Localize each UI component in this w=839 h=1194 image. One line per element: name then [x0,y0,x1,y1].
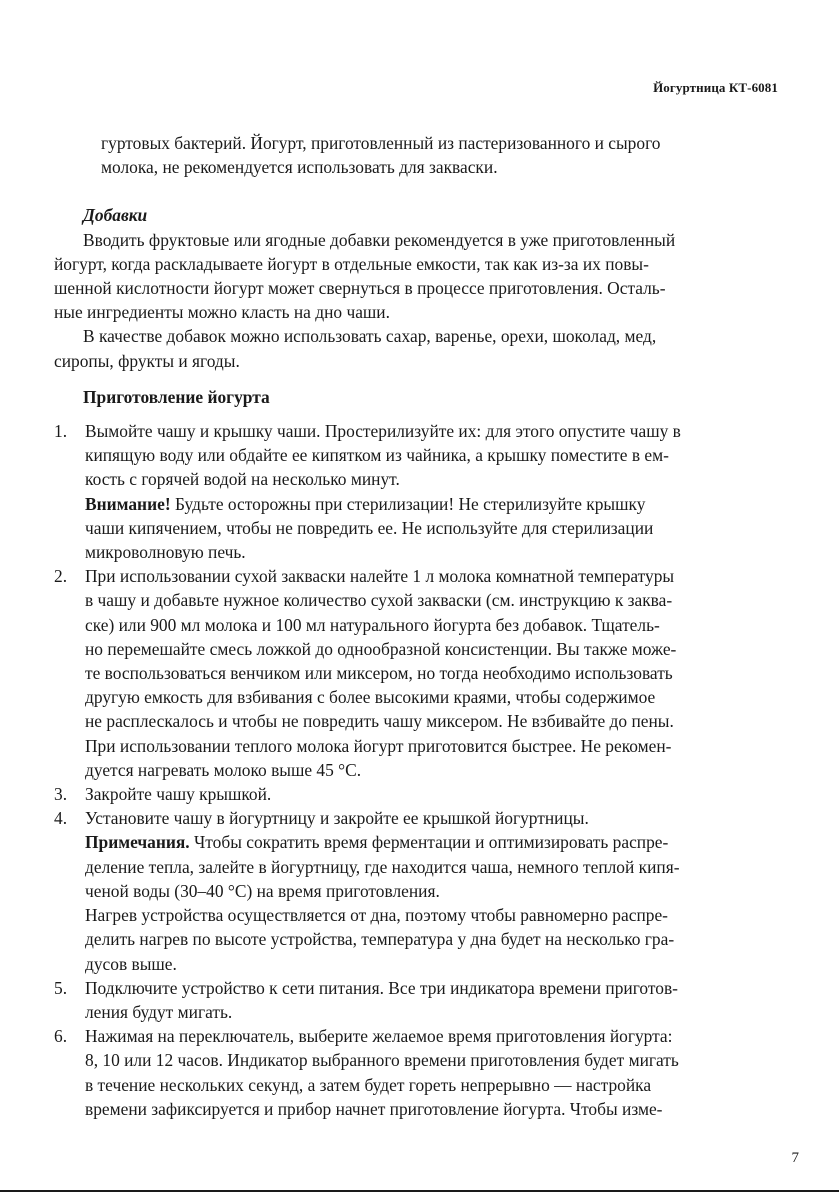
text-line: дуется нагревать молоко выше 45 °С. [85,759,362,780]
list-item-step-3 [54,782,771,806]
text-line: деление тепла, залейте в йогуртницу, где находится чаша, немного теплой кипя- [85,856,680,877]
text-line: кипящую воду или обдайте ее кипятком из чайника, а крышку поместите в ем- [85,445,669,466]
notes-label: Примечания. [85,832,190,853]
text-line: чаши кипячением, чтобы не повредить ее. Не используйте для стерилизации [85,517,654,538]
text-line: сиропы, фрукты и ягоды. [54,350,240,371]
list-item-step-1 [54,419,771,564]
text-line: Вводить фруктовые или ягодные добавки рекомендуется в уже приготовленный [83,229,676,250]
text-line: йогурт, когда раскладываете йогурт в отдельные емкости, так как из-за их повы- [54,253,649,274]
step-number: 4. [54,808,68,829]
text-line: 8, 10 или 12 часов. Индикатор выбранного времени приготовления будет мигать [85,1050,679,1071]
text-line: ске) или 900 мл молока и 100 мл натурального йогурта без добавок. Тщатель- [85,614,660,635]
text-line: Закройте чашу крышкой. [85,784,272,805]
warning-text: Будьте осторожны при стерилизации! Не стерилизуйте крышку [170,493,646,514]
text-line: При использовании сухой закваски налейте 1 л молока комнатной температуры [85,566,675,587]
text-line: гуртовых бактерий. Йогурт, приготовленный из пастеризованного и сырого [101,133,661,153]
bottom-rule [0,1190,839,1192]
text-line: но перемешайте смесь ложкой до однообразной консистенции. Вы также може- [85,638,677,659]
text-line: дусов выше. [85,953,177,974]
running-header: Йогуртница КТ-6081 [653,80,778,95]
page-number: 7 [791,1150,799,1166]
additives-paragraph-1 [54,228,771,325]
text-line: времени зафиксируется и прибор начнет приготовление йогурта. Чтобы изме- [85,1098,663,1119]
warning-label: Внимание! [85,493,171,514]
text-line: Вымойте чашу и крышку чаши. Простерилизуйте их: для этого опустите чашу в [85,421,681,442]
text-line: Подключите устройство к сети питания. Все три индикатора времени приготов- [85,977,678,998]
text-line: другую емкость для взбивания с более высокими краями, чтобы содержимое [85,687,656,708]
list-item-step-5 [54,976,771,1024]
text-line: В качестве добавок можно использовать сахар, варенье, орехи, шоколад, мед, [83,326,657,347]
preparation-steps-list [54,419,771,1121]
step-number: 6. [54,1026,68,1047]
list-item-step-6 [54,1024,771,1121]
step-number: 1. [54,421,68,442]
text-line: молока, не рекомендуется использовать для закваски. [101,157,498,178]
list-item-step-4 [54,806,771,975]
text-line: в чашу и добавьте нужное количество сухой закваски (см. инструкцию к заква- [85,590,673,611]
step-number: 3. [54,784,68,805]
text-line: ченой воды (30–40 °С) на время приготовления. [85,880,440,901]
page-content [54,131,771,1121]
text-line: делить нагрев по высоте устройства, температура у дна будет на несколько гра- [85,929,675,950]
preparation-heading: Приготовление йогурта [83,386,270,407]
additives-paragraph-2 [54,324,771,372]
notes-block [85,830,771,854]
text-line: Установите чашу в йогуртницу и закройте ее крышкой йогуртницы. [85,808,589,829]
text-line: не расплескалось и чтобы не повредить чашу миксером. Не взбивайте до пены. [85,711,674,732]
step-number: 5. [54,977,68,998]
continuation-paragraph [54,131,771,179]
text-line: Нагрев устройства осуществляется от дна, поэтому чтобы равномерно распре- [85,905,668,926]
text-line: микроволновую печь. [85,542,246,563]
step-number: 2. [54,566,68,587]
text-line: ные ингредиенты можно класть на дно чаши. [54,302,390,323]
additives-heading: Добавки [83,205,148,226]
text-line: ления будут мигать. [85,1001,233,1022]
list-item-step-2 [54,564,771,782]
text-line: При использовании теплого молока йогурт приготовится быстрее. Не рекомен- [85,735,672,756]
text-line: кость с горячей водой на несколько минут. [85,469,400,490]
text-line: Нажимая на переключатель, выберите желаемое время приготовления йогурта: [85,1026,673,1047]
text-line: те воспользоваться венчиком или миксером, но тогда необходимо использовать [85,663,673,684]
notes-text: Чтобы сократить время ферментации и оптимизировать распре- [189,832,669,853]
text-line: шенной кислотности йогурт может свернуться в процессе приготовления. Осталь- [54,278,666,299]
text-line: в течение нескольких секунд, а затем будет гореть непрерывно — настройка [85,1074,652,1095]
warning-note [85,492,771,516]
